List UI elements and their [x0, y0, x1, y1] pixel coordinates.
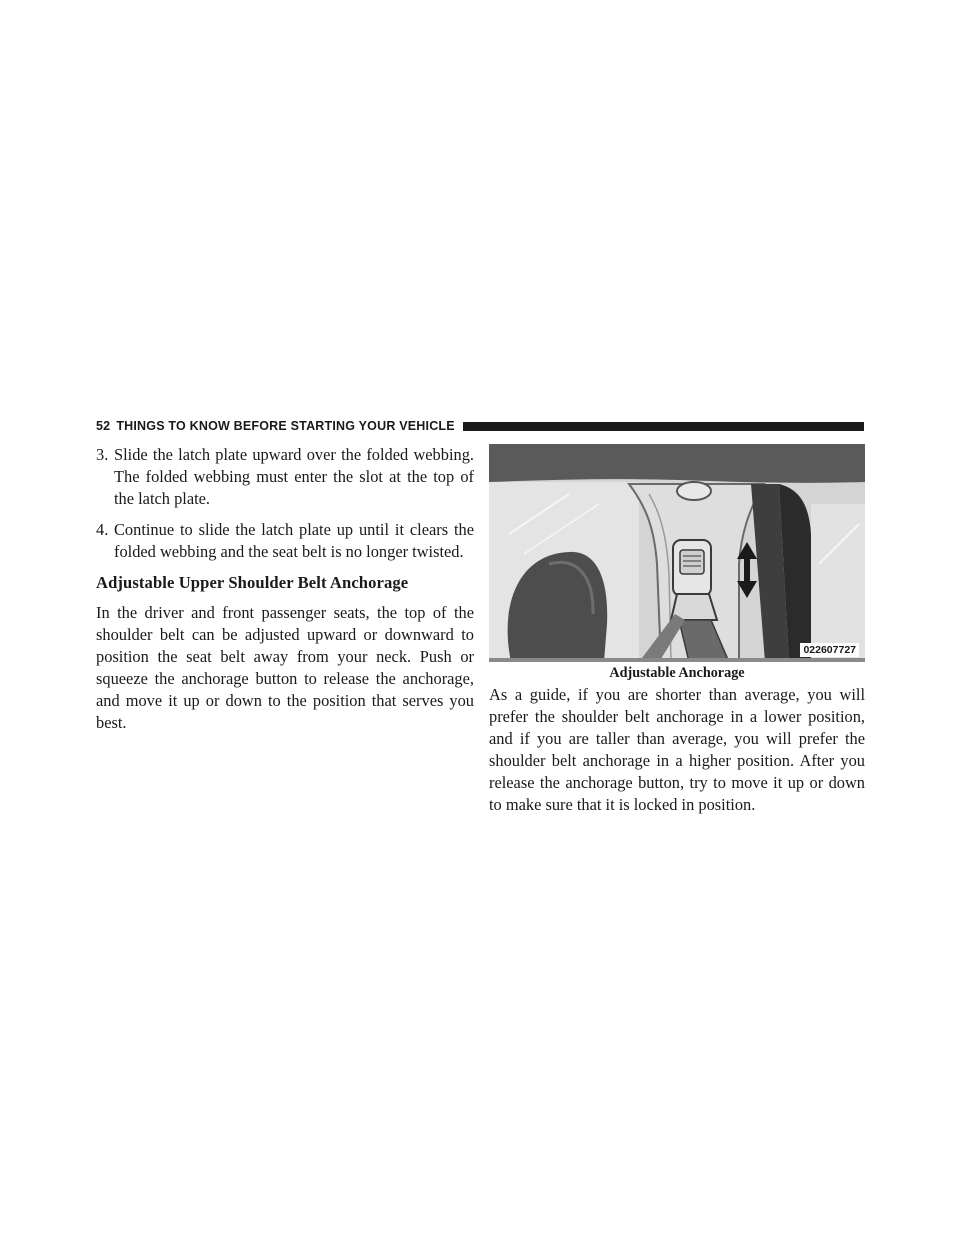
adjustable-anchorage-figure [489, 444, 865, 662]
anchorage-illustration [489, 444, 865, 662]
figure-code: 022607727 [800, 643, 859, 657]
right-column [489, 444, 865, 816]
page-number: 52 [96, 419, 111, 433]
figure-caption: Adjustable Anchorage [609, 665, 745, 681]
step-number: 3. [96, 445, 109, 464]
body-paragraph: In the driver and front passenger seats, the top of the shoulder belt can be adjusted upward or downward to position the seat belt away from your neck. Push or squeeze the anchorage button to release the anchorage, and move it up or down to the position that serves you best. [96, 603, 474, 732]
step-4 [96, 519, 474, 563]
step-text: Slide the latch plate upward over the folded webbing. The folded webbing must enter the slot at the top of the latch plate. [114, 445, 474, 508]
page-header [96, 418, 864, 434]
step-text: Continue to slide the latch plate up until it clears the folded webbing and the seat belt is no longer twisted. [114, 520, 474, 561]
section-title: THINGS TO KNOW BEFORE STARTING YOUR VEHICLE [116, 419, 455, 433]
header-rule [463, 422, 864, 431]
left-column [96, 444, 474, 734]
body-paragraph: As a guide, if you are shorter than average, you will prefer the shoulder belt anchorage in a lower position, and if you are taller than average, you will prefer the shoulder belt anchorage in a higher position. After you release the anchorage button, try to move it up or down to make sure that it is locked in position. [489, 685, 865, 814]
step-number: 4. [96, 520, 109, 539]
step-3 [96, 444, 474, 510]
section-subheading: Adjustable Upper Shoulder Belt Anchorage [96, 573, 409, 592]
